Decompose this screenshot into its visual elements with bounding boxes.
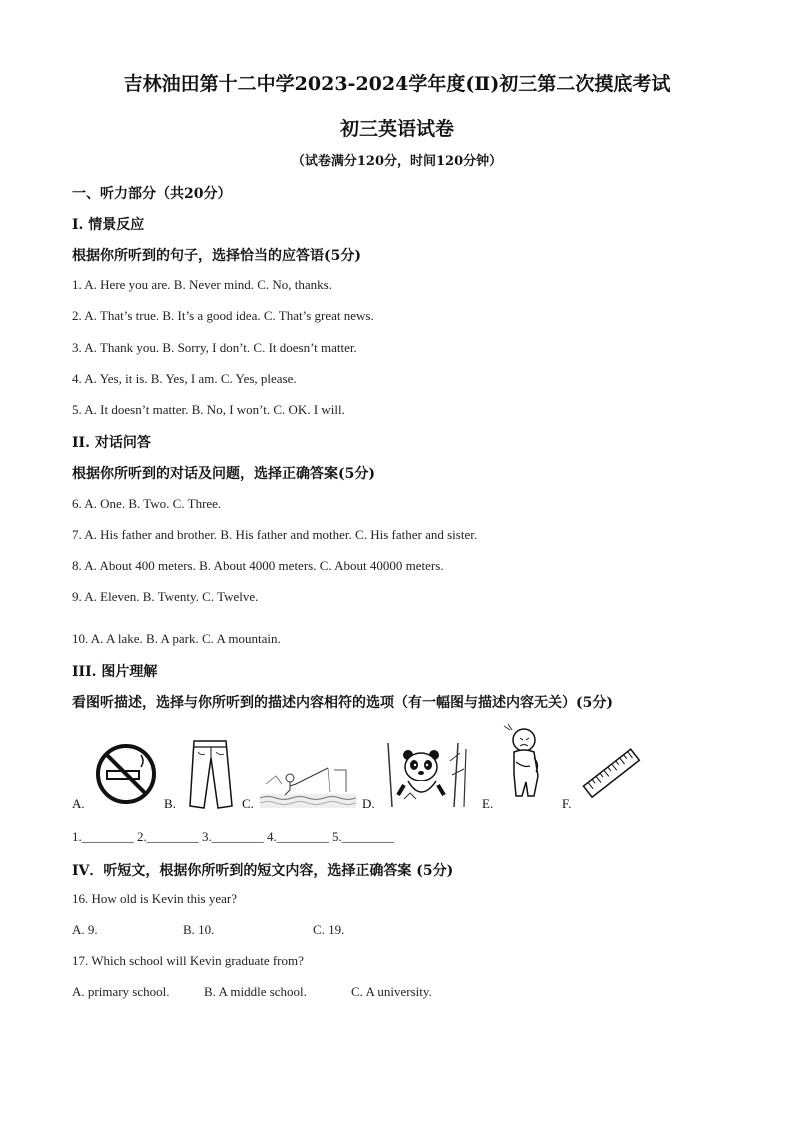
question-8: 8. A. About 400 meters. B. About 4000 meters. C. About 40000 meters. — [72, 558, 444, 573]
picture-a-label: A. — [72, 796, 85, 811]
question-16-option-a: A. 9. — [72, 922, 98, 937]
exam-title: 吉林油田第十二中学2023-2024学年度(Ⅱ)初三第二次摸底考试 — [123, 73, 671, 95]
question-17-option-a: A. primary school. — [72, 984, 170, 999]
fishing-scene-icon — [260, 762, 356, 808]
stomachache-icon — [498, 722, 558, 804]
question-7: 7. A. His father and brother. B. His father and mother. C. His father and sister. — [72, 527, 478, 542]
question-17-option-b: B. A middle school. — [204, 984, 307, 999]
question-9: 9. A. Eleven. B. Twenty. C. Twelve. — [72, 589, 259, 604]
question-6: 6. A. One. B. Two. C. Three. — [72, 496, 222, 511]
listening-heading: 一、听力部分（共20分） — [72, 186, 232, 202]
picture-b-label: B. — [164, 796, 176, 811]
no-smoking-icon — [95, 743, 157, 805]
question-17: 17. Which school will Kevin graduate from? — [72, 953, 304, 968]
question-1: 1. A. Here you are. B. Never mind. C. No, thanks. — [72, 277, 332, 292]
question-10: 10. A. A lake. B. A park. C. A mountain. — [72, 631, 281, 646]
trousers-icon — [186, 738, 236, 810]
question-16-option-c: C. 19. — [313, 922, 345, 937]
question-2: 2. A. That’s true. B. It’s a good idea. C. That’s great news. — [72, 308, 374, 323]
exam-note: （试卷满分120分，时间120分钟） — [291, 154, 503, 169]
section-1-heading: I. 情景反应 — [72, 217, 145, 233]
section-1-instruction: 根据你所听到的句子，选择恰当的应答语(5分) — [72, 248, 361, 264]
question-5: 5. A. It doesn’t matter. B. No, I won’t. C. OK. I will. — [72, 402, 345, 417]
picture-d-label: D. — [362, 796, 375, 811]
picture-e-label: E. — [482, 796, 494, 811]
section-2-instruction: 根据你所听到的对话及问题，选择正确答案(5分) — [72, 466, 375, 482]
exam-subtitle: 初三英语试卷 — [339, 118, 454, 140]
picture-f-label: F. — [562, 796, 572, 811]
question-3: 3. A. Thank you. B. Sorry, I don’t. C. It doesn’t matter. — [72, 340, 357, 355]
question-16: 16. How old is Kevin this year? — [72, 891, 238, 906]
answer-blanks: 1.________ 2.________ 3.________ 4.________ 5.________ — [72, 829, 394, 844]
section-3-instruction: 看图听描述，选择与你所听到的描述内容相符的选项（有一幅图与描述内容无关）(5分) — [72, 695, 613, 711]
question-4: 4. A. Yes, it is. B. Yes, I am. C. Yes, please. — [72, 371, 297, 386]
section-3-heading: III. 图片理解 — [72, 664, 158, 680]
question-17-option-c: C. A university. — [351, 984, 432, 999]
section-2-heading: II. 对话问答 — [72, 435, 151, 451]
ruler-icon — [580, 742, 644, 806]
picture-c-label: C. — [242, 796, 254, 811]
panda-icon — [380, 741, 472, 809]
section-4-heading: IV．听短文，根据你所听到的短文内容，选择正确答案 (5分) — [72, 863, 454, 879]
question-16-option-b: B. 10. — [183, 922, 215, 937]
